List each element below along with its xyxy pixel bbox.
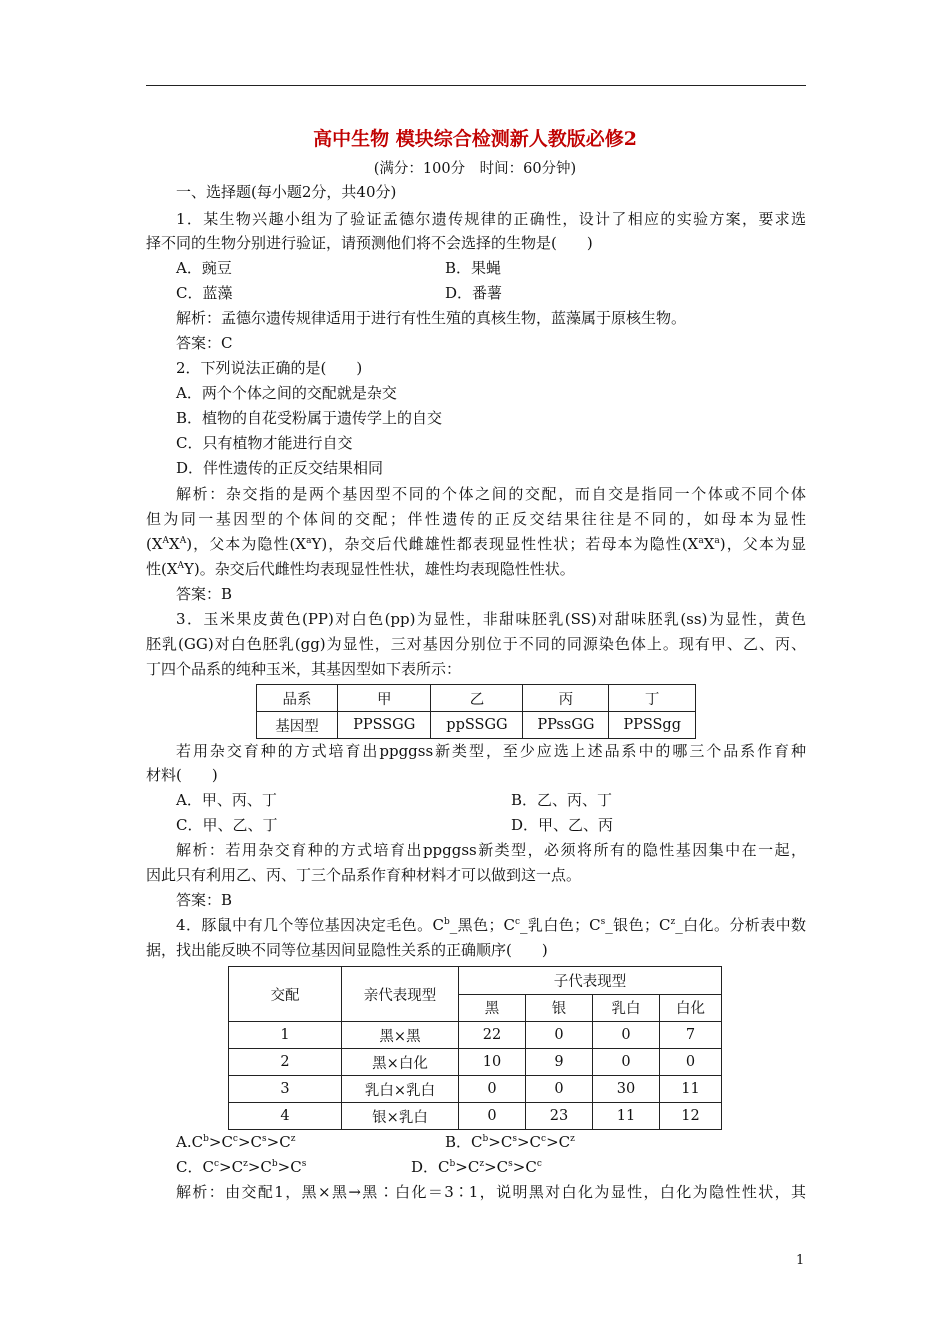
q2-answer: 答案：B — [176, 585, 233, 603]
table-cell: 1 — [229, 1022, 342, 1049]
table-cell: 9 — [526, 1049, 593, 1076]
q3-option-b: B．乙、丙、丁 — [511, 791, 613, 809]
table-header-row — [229, 967, 722, 995]
table-cell: 30 — [593, 1076, 660, 1103]
q2-analysis-line1: 解析：杂交指的是两个基因型不同的个体之间的交配，而自交是指同一个体或不同个体 — [176, 485, 806, 503]
table-cell: ppSSGG — [431, 712, 523, 739]
q4-stem-line1: 4．豚鼠中有几个等位基因决定毛色。$C^b\_$黑色；$C^c\_$乳白色；$C^s\_$银色；$C^z\_$白化。分析表中数 — [176, 916, 807, 934]
q3-analysis-line1: 解析：若用杂交育种的方式培育出ppggss新类型，必须将所有的隐性基因集中在一起， — [176, 841, 806, 859]
q1-option-b: B．果蝇 — [445, 259, 502, 277]
table-cell: 品系 — [257, 685, 338, 712]
table-cell: 黑×白化 — [342, 1049, 459, 1076]
q4-analysis-line1: 解析：由交配1，黑×黑→黑∶白化＝3∶1，说明黑对白化为显性，白化为隐性性状，其 — [176, 1183, 806, 1201]
table-cell: 基因型 — [257, 712, 338, 739]
q4-option-a: $A.C^b>C^c>C^s>C^z$ — [176, 1133, 296, 1151]
header-rule — [146, 85, 806, 86]
q2-option-c: C．只有植物才能进行自交 — [176, 434, 353, 452]
q1-option-c: C．蓝藻 — [176, 284, 233, 302]
table-cell: 0 — [593, 1049, 660, 1076]
table-header-cell: 银 — [526, 994, 593, 1022]
q3-option-c: C．甲、乙、丁 — [176, 816, 278, 834]
genotype-table — [256, 684, 696, 739]
table-cell: 0 — [593, 1022, 660, 1049]
q2-option-d: D．伴性遗传的正反交结果相同 — [176, 459, 384, 477]
q4-option-b: B．$C^b>C^s>C^c>C^z$ — [445, 1133, 575, 1151]
q3-answer: 答案：B — [176, 891, 233, 909]
table-cell: 甲 — [338, 685, 431, 712]
table-cell: 23 — [526, 1103, 593, 1130]
q3-stem-line5: 材料( ) — [146, 766, 218, 784]
q4-option-d: D．$C^b>C^z>C^s>C^c$ — [411, 1158, 542, 1176]
table-cell: 0 — [459, 1076, 526, 1103]
q4-stem-line2: 据，找出能反映不同等位基因间显隐性关系的正确顺序( ) — [146, 941, 548, 959]
q2-option-b: B．植物的自花受粉属于遗传学上的自交 — [176, 409, 443, 427]
table-cell: 12 — [660, 1103, 722, 1130]
q3-option-d: D．甲、乙、丙 — [511, 816, 614, 834]
table-header-cell: 黑 — [459, 994, 526, 1022]
table-cell: 11 — [593, 1103, 660, 1130]
table-header-cell: 子代表现型 — [459, 967, 722, 995]
table-row — [257, 712, 696, 739]
table-header-cell: 白化 — [660, 994, 722, 1022]
mating-table — [228, 966, 722, 1130]
table-cell: 4 — [229, 1103, 342, 1130]
q3-stem-line4: 若用杂交育种的方式培育出ppggss新类型，至少应选上述品系中的哪三个品系作育种 — [176, 742, 806, 760]
q3-stem-line3: 丁四个品系的纯种玉米，其基因型如下表所示： — [146, 660, 462, 678]
q1-analysis: 解析：孟德尔遗传规律适用于进行有性生殖的真核生物，蓝藻属于原核生物。 — [176, 309, 687, 327]
table-row — [229, 1049, 722, 1076]
table-cell: 22 — [459, 1022, 526, 1049]
table-cell: 乳白×乳白 — [342, 1076, 459, 1103]
table-cell: 7 — [660, 1022, 722, 1049]
table-cell: 0 — [660, 1049, 722, 1076]
table-header-cell: 亲代表现型 — [342, 967, 459, 1022]
table-cell: PPssGG — [523, 712, 609, 739]
table-row — [229, 1076, 722, 1103]
q1-option-a: A．豌豆 — [176, 259, 232, 277]
table-cell: 乙 — [431, 685, 523, 712]
q4-option-c: C．$C^c>C^z>C^b>C^s$ — [176, 1158, 307, 1176]
q2-stem: 2．下列说法正确的是( ) — [176, 359, 363, 377]
q3-analysis-line2: 因此只有利用乙、丙、丁三个品系作育种材料才可以做到这一点。 — [146, 866, 582, 884]
table-row — [229, 1022, 722, 1049]
q1-stem-line2: 择不同的生物分别进行验证，请预测他们将不会选择的生物是( ) — [146, 234, 593, 252]
q1-option-d: D．番薯 — [445, 284, 503, 302]
q1-stem-line1: 1．某生物兴趣小组为了验证孟德尔遗传规律的正确性，设计了相应的实验方案，要求选 — [176, 210, 806, 228]
table-header-cell: 交配 — [229, 967, 342, 1022]
table-cell: PPSSgg — [609, 712, 696, 739]
table-row — [229, 1103, 722, 1130]
table-cell: 丙 — [523, 685, 609, 712]
table-cell: 0 — [459, 1103, 526, 1130]
table-cell: 银×乳白 — [342, 1103, 459, 1130]
page-title: 高中生物 模块综合检测新人教版必修2 — [313, 128, 637, 150]
table-cell: 0 — [526, 1076, 593, 1103]
q3-stem-line1: 3．玉米果皮黄色(PP)对白色(pp)为显性，非甜味胚乳(SS)对甜味胚乳(ss)为显性，黄色 — [176, 610, 806, 628]
page-subtitle: (满分：100分 时间：60分钟) — [373, 161, 577, 177]
table-header-cell: 乳白 — [593, 994, 660, 1022]
q2-analysis-line4: 性$(X^AY)$。杂交后代雌性均表现显性性状，雄性均表现隐性性状。 — [146, 560, 575, 578]
table-cell: 11 — [660, 1076, 722, 1103]
section-heading: 一、选择题(每小题2分，共40分) — [176, 183, 397, 201]
page-number: 1 — [796, 1253, 805, 1268]
table-cell: 丁 — [609, 685, 696, 712]
table-cell: 0 — [526, 1022, 593, 1049]
table-cell: 黑×黑 — [342, 1022, 459, 1049]
q3-stem-line2: 胚乳(GG)对白色胚乳(gg)为显性，三对基因分别位于不同的同源染色体上。现有甲、乙、丙、 — [146, 635, 806, 653]
table-cell: 10 — [459, 1049, 526, 1076]
table-header-row — [257, 685, 696, 712]
q2-analysis-line2: 但为同一基因型的个体间的交配；伴性遗传的正反交结果往往是不同的，如母本为显性 — [146, 510, 806, 528]
q1-answer: 答案：C — [176, 334, 233, 352]
q2-analysis-line3: $(X^AX^A)$，父本为隐性$(X^aY)$，杂交后代雌雄性都表现显性性状；若母本为隐性$(X^aX^a)$，父本为显 — [146, 535, 806, 553]
q3-option-a: A．甲、丙、丁 — [176, 791, 277, 809]
q2-option-a: A．两个个体之间的交配就是杂交 — [176, 384, 397, 402]
table-cell: 3 — [229, 1076, 342, 1103]
table-cell: PPSSGG — [338, 712, 431, 739]
table-cell: 2 — [229, 1049, 342, 1076]
